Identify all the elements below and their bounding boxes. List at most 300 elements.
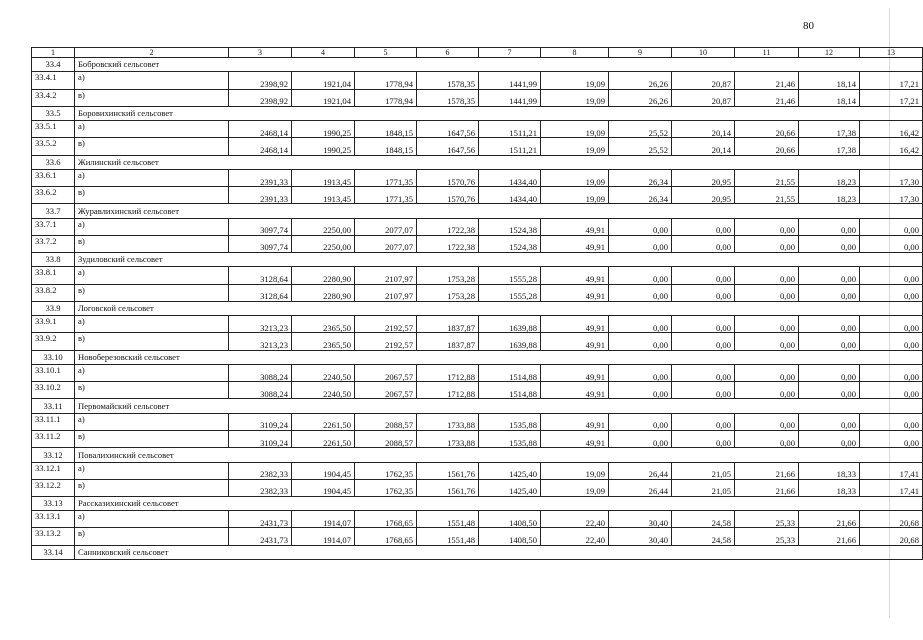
value-cell: 1551,48: [417, 528, 479, 545]
value-cell: 0,00: [735, 333, 799, 350]
value-cell: 1771,35: [355, 187, 417, 204]
value-cell: 0,00: [672, 267, 735, 284]
table-row: [32, 382, 923, 399]
value-cell: 17,21: [860, 89, 923, 106]
value-cell: 20,87: [672, 89, 735, 106]
row-code: 33.8.1: [32, 267, 75, 284]
value-cell: 19,09: [541, 89, 609, 106]
table-row: [32, 364, 923, 381]
value-cell: 0,00: [609, 382, 672, 399]
section-name: Повалихинский сельсовет: [75, 448, 923, 462]
value-cell: 2468,14: [229, 138, 292, 155]
row-code: 33.5.2: [32, 138, 75, 155]
row-code: 33.6.1: [32, 169, 75, 186]
value-cell: 3213,23: [229, 333, 292, 350]
value-cell: 0,00: [860, 430, 923, 447]
section-code: 33.7: [32, 204, 75, 218]
value-cell: 1408,50: [479, 511, 541, 528]
value-cell: 0,00: [672, 235, 735, 252]
value-cell: 2382,33: [229, 462, 292, 479]
value-cell: 1768,65: [355, 511, 417, 528]
value-cell: 49,91: [541, 267, 609, 284]
value-cell: 2431,73: [229, 528, 292, 545]
column-number-header: 2: [75, 48, 229, 58]
section-code: 33.6: [32, 155, 75, 169]
value-cell: 1733,88: [417, 413, 479, 430]
value-cell: 0,00: [799, 235, 860, 252]
value-cell: 2431,73: [229, 511, 292, 528]
row-label: в): [75, 333, 229, 350]
row-label: в): [75, 187, 229, 204]
value-cell: 20,68: [860, 528, 923, 545]
row-label: в): [75, 382, 229, 399]
value-cell: 1722,38: [417, 218, 479, 235]
value-cell: 1768,65: [355, 528, 417, 545]
value-cell: 1647,56: [417, 138, 479, 155]
section-row: [32, 204, 923, 218]
value-cell: 0,00: [672, 284, 735, 301]
section-row: [32, 496, 923, 510]
value-cell: 0,00: [672, 413, 735, 430]
table-row: [32, 267, 923, 284]
value-cell: 0,00: [735, 218, 799, 235]
value-cell: 0,00: [609, 413, 672, 430]
value-cell: 0,00: [735, 430, 799, 447]
table-row: [32, 121, 923, 138]
value-cell: 0,00: [799, 267, 860, 284]
row-label: в): [75, 138, 229, 155]
value-cell: 16,42: [860, 138, 923, 155]
value-cell: 19,09: [541, 187, 609, 204]
row-label: а): [75, 72, 229, 89]
table-row: [32, 333, 923, 350]
column-number-header: 8: [541, 48, 609, 58]
value-cell: 2250,00: [292, 218, 355, 235]
value-cell: 2107,97: [355, 284, 417, 301]
value-cell: 1753,28: [417, 284, 479, 301]
value-cell: 1762,35: [355, 462, 417, 479]
value-cell: 19,09: [541, 462, 609, 479]
row-label: в): [75, 89, 229, 106]
value-cell: 1771,35: [355, 169, 417, 186]
section-name: Зудиловский сельсовет: [75, 253, 923, 267]
value-cell: 0,00: [735, 267, 799, 284]
value-cell: 3109,24: [229, 430, 292, 447]
value-cell: 24,58: [672, 528, 735, 545]
value-cell: 0,00: [860, 316, 923, 333]
value-cell: 1762,35: [355, 479, 417, 496]
value-cell: 0,00: [609, 218, 672, 235]
value-cell: 0,00: [609, 333, 672, 350]
section-row: [32, 350, 923, 364]
row-code: 33.12.1: [32, 462, 75, 479]
value-cell: 0,00: [609, 430, 672, 447]
column-number-header: 4: [292, 48, 355, 58]
value-cell: 26,26: [609, 89, 672, 106]
value-cell: 1408,50: [479, 528, 541, 545]
row-code: 33.9.2: [32, 333, 75, 350]
value-cell: 22,40: [541, 511, 609, 528]
value-cell: 25,33: [735, 511, 799, 528]
section-row: [32, 58, 923, 72]
value-cell: 26,44: [609, 462, 672, 479]
value-cell: 19,09: [541, 138, 609, 155]
table-row: [32, 511, 923, 528]
value-cell: 18,23: [799, 187, 860, 204]
row-code: 33.10.1: [32, 364, 75, 381]
value-cell: 21,66: [735, 479, 799, 496]
table-row: [32, 169, 923, 186]
value-cell: 49,91: [541, 218, 609, 235]
table-row: [32, 72, 923, 89]
value-cell: 0,00: [672, 430, 735, 447]
section-row: [32, 545, 923, 559]
value-cell: 2261,50: [292, 413, 355, 430]
row-label: а): [75, 462, 229, 479]
value-cell: 18,14: [799, 72, 860, 89]
table-row: [32, 413, 923, 430]
value-cell: 0,00: [860, 382, 923, 399]
value-cell: 2067,57: [355, 364, 417, 381]
value-cell: 17,38: [799, 121, 860, 138]
value-cell: 49,91: [541, 235, 609, 252]
value-cell: 2468,14: [229, 121, 292, 138]
value-cell: 1639,88: [479, 316, 541, 333]
value-cell: 18,14: [799, 89, 860, 106]
column-number-header: 5: [355, 48, 417, 58]
value-cell: 16,42: [860, 121, 923, 138]
value-cell: 0,00: [735, 413, 799, 430]
row-label: а): [75, 267, 229, 284]
value-cell: 0,00: [799, 430, 860, 447]
value-cell: 1425,40: [479, 479, 541, 496]
value-cell: 49,91: [541, 430, 609, 447]
value-cell: 17,21: [860, 72, 923, 89]
value-cell: 2107,97: [355, 267, 417, 284]
value-cell: 1514,88: [479, 364, 541, 381]
value-cell: 18,23: [799, 169, 860, 186]
value-cell: 0,00: [860, 364, 923, 381]
row-code: 33.7.2: [32, 235, 75, 252]
value-cell: 2391,33: [229, 169, 292, 186]
value-cell: 1722,38: [417, 235, 479, 252]
value-cell: 0,00: [609, 284, 672, 301]
value-cell: 2365,50: [292, 333, 355, 350]
value-cell: 1914,07: [292, 511, 355, 528]
value-cell: 26,44: [609, 479, 672, 496]
row-code: 33.11.1: [32, 413, 75, 430]
row-label: в): [75, 479, 229, 496]
value-cell: 2240,50: [292, 364, 355, 381]
table-row: [32, 462, 923, 479]
table-body: [32, 58, 923, 560]
value-cell: 2192,57: [355, 333, 417, 350]
value-cell: 0,00: [672, 333, 735, 350]
value-cell: 1434,40: [479, 169, 541, 186]
section-code: 33.4: [32, 58, 75, 72]
table-row: [32, 479, 923, 496]
value-cell: 17,30: [860, 169, 923, 186]
value-cell: 1639,88: [479, 333, 541, 350]
value-cell: 1511,21: [479, 121, 541, 138]
value-cell: 22,40: [541, 528, 609, 545]
section-name: Жилинский сельсовет: [75, 155, 923, 169]
value-cell: 2192,57: [355, 316, 417, 333]
row-label: а): [75, 169, 229, 186]
column-number-header: 3: [229, 48, 292, 58]
value-cell: 1434,40: [479, 187, 541, 204]
value-cell: 24,58: [672, 511, 735, 528]
row-code: 33.10.2: [32, 382, 75, 399]
value-cell: 2077,07: [355, 235, 417, 252]
section-code: 33.12: [32, 448, 75, 462]
section-name: Первомайский сельсовет: [75, 399, 923, 413]
value-cell: 1570,76: [417, 169, 479, 186]
value-cell: 0,00: [799, 284, 860, 301]
value-cell: 1921,04: [292, 72, 355, 89]
value-cell: 1524,38: [479, 235, 541, 252]
value-cell: 2067,57: [355, 382, 417, 399]
value-cell: 21,46: [735, 72, 799, 89]
value-cell: 1904,45: [292, 462, 355, 479]
value-cell: 1837,87: [417, 333, 479, 350]
value-cell: 0,00: [799, 333, 860, 350]
value-cell: 0,00: [609, 316, 672, 333]
row-label: а): [75, 511, 229, 528]
section-name: Санниковский сельсовет: [75, 545, 923, 559]
value-cell: 1990,25: [292, 121, 355, 138]
row-code: 33.12.2: [32, 479, 75, 496]
value-cell: 3097,74: [229, 218, 292, 235]
value-cell: 19,09: [541, 479, 609, 496]
value-cell: 1524,38: [479, 218, 541, 235]
value-cell: 1990,25: [292, 138, 355, 155]
value-cell: 1570,76: [417, 187, 479, 204]
value-cell: 0,00: [799, 218, 860, 235]
section-row: [32, 301, 923, 315]
value-cell: 1913,45: [292, 187, 355, 204]
value-cell: 0,00: [609, 235, 672, 252]
value-cell: 2088,57: [355, 430, 417, 447]
section-row: [32, 448, 923, 462]
value-cell: 49,91: [541, 413, 609, 430]
value-cell: 1753,28: [417, 267, 479, 284]
value-cell: 1848,15: [355, 138, 417, 155]
value-cell: 49,91: [541, 316, 609, 333]
value-cell: 3213,23: [229, 316, 292, 333]
value-cell: 1551,48: [417, 511, 479, 528]
section-code: 33.5: [32, 106, 75, 120]
value-cell: 1441,99: [479, 89, 541, 106]
value-cell: 1514,88: [479, 382, 541, 399]
row-code: 33.9.1: [32, 316, 75, 333]
value-cell: 26,34: [609, 187, 672, 204]
section-name: Журавлихинский сельсовет: [75, 204, 923, 218]
table-row: [32, 89, 923, 106]
section-row: [32, 155, 923, 169]
value-cell: 21,55: [735, 187, 799, 204]
section-code: 33.8: [32, 253, 75, 267]
value-cell: 2398,92: [229, 72, 292, 89]
section-row: [32, 399, 923, 413]
row-code: 33.8.2: [32, 284, 75, 301]
value-cell: 20,95: [672, 187, 735, 204]
value-cell: 1511,21: [479, 138, 541, 155]
value-cell: 3128,64: [229, 267, 292, 284]
value-cell: 1535,88: [479, 430, 541, 447]
value-cell: 49,91: [541, 333, 609, 350]
value-cell: 3109,24: [229, 413, 292, 430]
row-code: 33.5.1: [32, 121, 75, 138]
table-row: [32, 528, 923, 545]
value-cell: 1535,88: [479, 413, 541, 430]
column-number-header: 9: [609, 48, 672, 58]
value-cell: 49,91: [541, 284, 609, 301]
value-cell: 1555,28: [479, 284, 541, 301]
value-cell: 2365,50: [292, 316, 355, 333]
column-number-header: 7: [479, 48, 541, 58]
value-cell: 0,00: [735, 316, 799, 333]
value-cell: 0,00: [735, 364, 799, 381]
value-cell: 0,00: [609, 364, 672, 381]
value-cell: 0,00: [799, 413, 860, 430]
value-cell: 1778,94: [355, 89, 417, 106]
value-cell: 1921,04: [292, 89, 355, 106]
value-cell: 49,91: [541, 364, 609, 381]
value-cell: 20,14: [672, 121, 735, 138]
row-code: 33.4.1: [32, 72, 75, 89]
value-cell: 3128,64: [229, 284, 292, 301]
section-row: [32, 253, 923, 267]
value-cell: 17,30: [860, 187, 923, 204]
value-cell: 49,91: [541, 382, 609, 399]
value-cell: 0,00: [860, 413, 923, 430]
value-cell: 25,52: [609, 138, 672, 155]
value-cell: 1837,87: [417, 316, 479, 333]
value-cell: 30,40: [609, 528, 672, 545]
value-cell: 0,00: [672, 218, 735, 235]
column-number-header: 1: [32, 48, 75, 58]
value-cell: 20,66: [735, 138, 799, 155]
row-label: а): [75, 413, 229, 430]
value-cell: 1848,15: [355, 121, 417, 138]
value-cell: 25,33: [735, 528, 799, 545]
value-cell: 17,38: [799, 138, 860, 155]
value-cell: 0,00: [860, 267, 923, 284]
value-cell: 21,55: [735, 169, 799, 186]
value-cell: 2077,07: [355, 218, 417, 235]
section-code: 33.11: [32, 399, 75, 413]
value-cell: 1425,40: [479, 462, 541, 479]
value-cell: 1913,45: [292, 169, 355, 186]
column-number-header: 13: [860, 48, 923, 58]
value-cell: 3088,24: [229, 364, 292, 381]
row-label: в): [75, 284, 229, 301]
value-cell: 1561,76: [417, 479, 479, 496]
value-cell: 1441,99: [479, 72, 541, 89]
value-cell: 1712,88: [417, 364, 479, 381]
value-cell: 0,00: [860, 284, 923, 301]
value-cell: 21,05: [672, 479, 735, 496]
value-cell: 25,52: [609, 121, 672, 138]
value-cell: 1914,07: [292, 528, 355, 545]
value-cell: 0,00: [860, 235, 923, 252]
page-number: 80: [803, 20, 814, 32]
value-cell: 0,00: [735, 235, 799, 252]
column-number-row: [32, 48, 923, 58]
row-label: в): [75, 235, 229, 252]
value-cell: 1712,88: [417, 382, 479, 399]
value-cell: 2391,33: [229, 187, 292, 204]
value-cell: 2261,50: [292, 430, 355, 447]
value-cell: 0,00: [860, 333, 923, 350]
value-cell: 21,66: [799, 511, 860, 528]
value-cell: 1561,76: [417, 462, 479, 479]
row-code: 33.7.1: [32, 218, 75, 235]
value-cell: 19,09: [541, 169, 609, 186]
value-cell: 1733,88: [417, 430, 479, 447]
row-label: а): [75, 316, 229, 333]
value-cell: 0,00: [672, 382, 735, 399]
value-cell: 0,00: [799, 364, 860, 381]
value-cell: 0,00: [735, 284, 799, 301]
table-row: [32, 430, 923, 447]
value-cell: 17,41: [860, 462, 923, 479]
value-cell: 18,33: [799, 462, 860, 479]
value-cell: 20,87: [672, 72, 735, 89]
value-cell: 2280,90: [292, 284, 355, 301]
row-label: в): [75, 430, 229, 447]
value-cell: 20,66: [735, 121, 799, 138]
section-row: [32, 106, 923, 120]
section-name: Логовской сельсовет: [75, 301, 923, 315]
value-cell: 26,26: [609, 72, 672, 89]
table-row: [32, 316, 923, 333]
section-code: 33.14: [32, 545, 75, 559]
value-cell: 0,00: [860, 218, 923, 235]
section-name: Боровихинский сельсовет: [75, 106, 923, 120]
value-cell: 0,00: [799, 316, 860, 333]
section-name: Рассказихинский сельсовет: [75, 496, 923, 510]
column-number-header: 11: [735, 48, 799, 58]
value-cell: 0,00: [609, 267, 672, 284]
value-cell: 26,34: [609, 169, 672, 186]
table-row: [32, 218, 923, 235]
value-cell: 0,00: [672, 364, 735, 381]
table-row: [32, 187, 923, 204]
row-code: 33.13.2: [32, 528, 75, 545]
value-cell: 1778,94: [355, 72, 417, 89]
section-code: 33.13: [32, 496, 75, 510]
row-code: 33.6.2: [32, 187, 75, 204]
value-cell: 20,95: [672, 169, 735, 186]
row-label: а): [75, 121, 229, 138]
value-cell: 3088,24: [229, 382, 292, 399]
value-cell: 21,05: [672, 462, 735, 479]
row-label: а): [75, 364, 229, 381]
value-cell: 0,00: [799, 382, 860, 399]
value-cell: 2250,00: [292, 235, 355, 252]
tariff-table: [31, 47, 923, 560]
value-cell: 3097,74: [229, 235, 292, 252]
value-cell: 1578,35: [417, 89, 479, 106]
value-cell: 2280,90: [292, 267, 355, 284]
value-cell: 0,00: [735, 382, 799, 399]
table-row: [32, 138, 923, 155]
value-cell: 2382,33: [229, 479, 292, 496]
value-cell: 2240,50: [292, 382, 355, 399]
section-name: Новоберезовский сельсовет: [75, 350, 923, 364]
